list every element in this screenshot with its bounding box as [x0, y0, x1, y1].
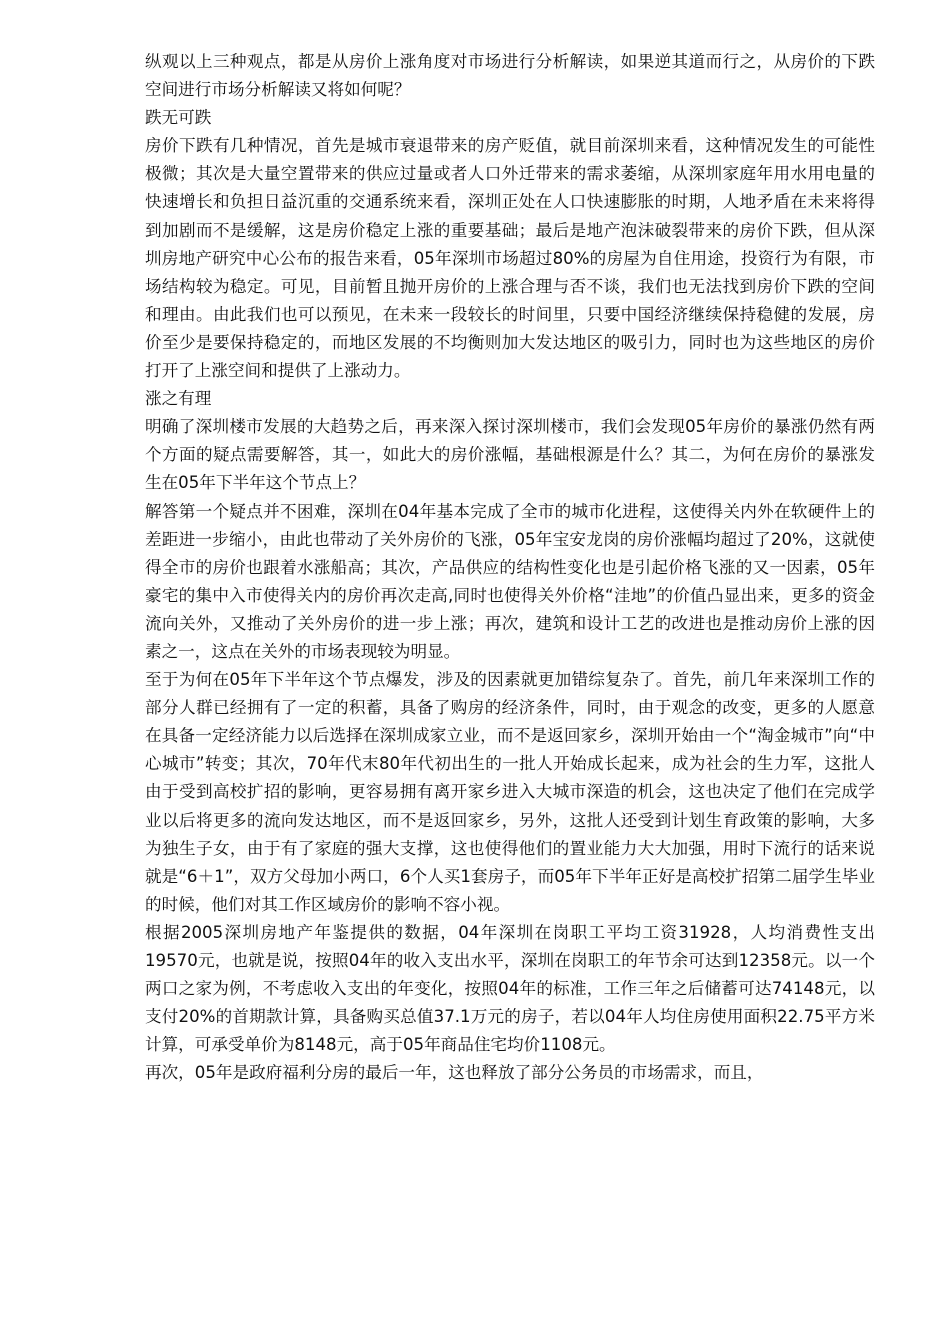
paragraph-welfare-housing: 再次，05年是政府福利分房的最后一年，这也释放了部分公务员的市场需求，而且，: [145, 1063, 764, 1083]
section-heading-reason-to-rise: 涨之有理: [145, 389, 212, 409]
intro-paragraph: 纵观以上三种观点，都是从房价上涨角度对市场进行分析解读，如果逆其道而行之，从房价的下跌空间进行市场分析解读又将如何呢？: [145, 52, 875, 100]
document-page: [145, 48, 875, 1087]
section-heading-no-room-to-fall: 跌无可跌: [145, 108, 212, 128]
paragraph-two-questions: 明确了深圳楼市发展的大趋势之后，再来深入探讨深圳楼市，我们会发现05年房价的暴涨仍然有两个方面的疑点需要解答，其一，如此大的房价涨幅，基础根源是什么？其二，为何在房价的暴涨发生在05年下半年这个节点上？: [145, 417, 875, 493]
paragraph-second-answer: 至于为何在05年下半年这个节点爆发，涉及的因素就更加错综复杂了。首先，前几年来深圳工作的部分人群已经拥有了一定的积蓄，具备了购房的经济条件，同时，由于观念的改变，更多的人愿意在具备一定经济能力以后选择在深圳成家立业，而不是返回家乡，深圳开始由一个“淘金城市”向“中心城市”转变；其次，70年代末80年代初出生的一批人开始成长起来，成为社会的生力军，这批人由于受到高校扩招的影响，更容易拥有离开家乡进入大城市深造的机会，这也决定了他们在完成学业以后将更多的流向发达地区，而不是返回家乡，另外，这批人还受到计划生育政策的影响，大多为独生子女，由于有了家庭的强大支撑，这也使得他们的置业能力大大加强，用时下流行的话来说就是“6＋1”，双方父母加小两口，6个人买1套房子，而05年下半年正好是高校扩招第二届学生毕业的时候，他们对其工作区域房价的影响不容小视。: [145, 670, 875, 914]
paragraph-first-answer: 解答第一个疑点并不困难，深圳在04年基本完成了全市的城市化进程，这使得关内外在软硬件上的差距进一步缩小，由此也带动了关外房价的飞涨，05年宝安龙岗的房价涨幅均超过了20%，这就使得全市的房价也跟着水涨船高；其次，产品供应的结构性变化也是引起价格飞涨的又一因素，05年豪宅的集中入市使得关内的房价再次走高,同时也使得关外价格“洼地”的价值凸显出来，更多的资金流向关外，又推动了关外房价的进一步上涨；再次，建筑和设计工艺的改进也是推动房价上涨的因素之一，这点在关外的市场表现较为明显。: [145, 501, 875, 661]
paragraph-income-data: 根据2005深圳房地产年鉴提供的数据，04年深圳在岗职工平均工资31928，人均消费性支出19570元，也就是说，按照04年的收入支出水平，深圳在岗职工的年节余可达到12358元。以一个两口之家为例，不考虑收入支出的年变化，按照04年的标准，工作三年之后储蓄可达74148元，以支付20%的首期款计算，具备购买总值37.1万元的房子，若以04年人均住房使用面积22.75平方米计算，可承受单价为8148元，高于05年商品住宅均价1108元。: [145, 922, 875, 1055]
paragraph-price-decline-analysis: 房价下跌有几种情况，首先是城市衰退带来的房产贬值，就目前深圳来看，这种情况发生的可能性极微；其次是大量空置带来的供应过量或者人口外迁带来的需求萎缩，从深圳家庭年用水用电量的快速增长和负担日益沉重的交通系统来看，深圳正处在人口快速膨胀的时期，人地矛盾在未来将得到加剧而不是缓解，这是房价稳定上涨的重要基础；最后是地产泡沫破裂带来的房价下跌，但从深圳房地产研究中心公布的报告来看，05年深圳市场超过80%的房屋为自住用途，投资行为有限，市场结构较为稳定。可见，目前暂且抛开房价的上涨合理与否不谈，我们也无法找到房价下跌的空间和理由。由此我们也可以预见，在未来一段较长的时间里，只要中国经济继续保持稳健的发展，房价至少是要保持稳定的，而地区发展的不均衡则加大发达地区的吸引力，同时也为这些地区的房价打开了上涨空间和提供了上涨动力。: [145, 136, 875, 381]
